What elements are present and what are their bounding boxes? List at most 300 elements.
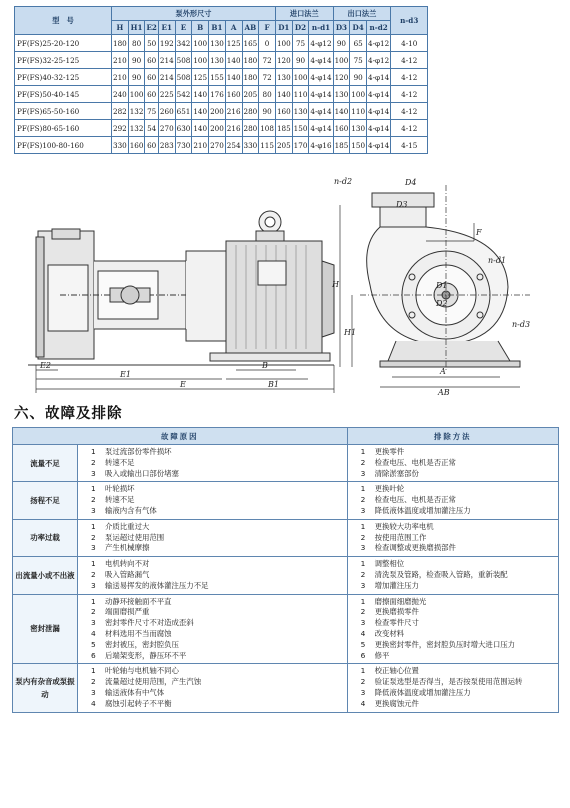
item-text: 改变材料 <box>374 628 405 638</box>
col-header: E <box>175 21 192 35</box>
model-cell: PF(FS)32-25-125 <box>15 52 112 69</box>
symptom-cell: 出流量小或不出液 <box>13 557 78 594</box>
value-cell: 90 <box>350 69 367 86</box>
value-cell: 110 <box>292 86 309 103</box>
value-cell: 180 <box>112 35 129 52</box>
value-cell: 4-φ14 <box>309 52 333 69</box>
value-cell: 4-φ14 <box>367 137 391 154</box>
list-item <box>351 677 555 688</box>
faults-table <box>12 427 559 713</box>
value-cell: 90 <box>128 52 145 69</box>
value-cell: 4-φ12 <box>367 52 391 69</box>
fault-row <box>13 482 559 519</box>
value-cell: 730 <box>175 137 192 154</box>
col-header: D2 <box>292 21 309 35</box>
label-d4: D4 <box>405 178 417 187</box>
item-text: 输液内含有气体 <box>105 505 157 515</box>
col-header: B1 <box>209 21 226 35</box>
label-e1: E1 <box>120 370 131 379</box>
value-cell: 140 <box>192 86 209 103</box>
list-item <box>81 570 344 581</box>
list-item <box>351 559 555 570</box>
item-number: 1 <box>360 596 366 606</box>
label-nd3: n-d3 <box>512 320 531 329</box>
value-cell: 205 <box>275 137 292 154</box>
causes-cell <box>78 557 348 594</box>
list-item <box>351 570 555 581</box>
item-text: 端面磨损严重 <box>105 607 150 617</box>
item-number: 5 <box>91 639 96 649</box>
value-cell: 280 <box>242 120 259 137</box>
table-row <box>15 69 428 86</box>
value-cell: 4-φ14 <box>367 103 391 120</box>
label-d2: D2 <box>436 299 448 308</box>
value-cell: 165 <box>242 35 259 52</box>
item-number: 2 <box>91 607 96 617</box>
value-cell: 214 <box>158 52 175 69</box>
col-header: A <box>225 21 242 35</box>
item-number: 1 <box>360 666 366 676</box>
value-cell: 125 <box>225 35 242 52</box>
label-e: E <box>180 380 186 389</box>
list-item <box>81 666 344 677</box>
label-h1: H1 <box>344 328 357 337</box>
value-cell: 108 <box>259 120 276 137</box>
item-number: 2 <box>91 569 96 579</box>
item-number: 3 <box>360 618 366 628</box>
list-item <box>351 469 555 480</box>
value-cell: 160 <box>128 137 145 154</box>
value-cell: 60 <box>145 69 158 86</box>
list-item <box>81 559 344 570</box>
item-number: 1 <box>360 484 366 494</box>
value-cell: 140 <box>333 103 350 120</box>
value-cell: 4-φ12 <box>367 35 391 52</box>
list-item <box>351 607 555 618</box>
list-item <box>81 458 344 469</box>
list-item <box>81 618 344 629</box>
label-f: F <box>476 228 482 237</box>
item-text: 检查电压、电机是否正常 <box>374 495 456 505</box>
item-number: 3 <box>360 505 366 515</box>
value-cell: 140 <box>192 120 209 137</box>
model-cell: PF(FS)25-20-120 <box>15 35 112 52</box>
value-cell: 180 <box>242 69 259 86</box>
value-cell: 100 <box>275 35 292 52</box>
item-number: 2 <box>360 532 366 542</box>
item-text: 转速不足 <box>105 457 135 467</box>
inlet-flange-header: 进口法兰 <box>275 7 333 21</box>
item-text: 按使用范围工作 <box>374 532 427 542</box>
item-text: 更换腐蚀元件 <box>374 698 419 708</box>
list-item <box>351 629 555 640</box>
col-header: D4 <box>350 21 367 35</box>
list-item <box>81 484 344 495</box>
value-cell: 180 <box>242 52 259 69</box>
value-cell: 330 <box>242 137 259 154</box>
model-cell: PF(FS)40-32-125 <box>15 69 112 86</box>
model-header: 型 号 <box>15 7 112 35</box>
label-ab: AB <box>438 388 450 397</box>
value-cell: 4-12 <box>391 103 428 120</box>
value-cell: 170 <box>292 137 309 154</box>
value-cell: 150 <box>350 137 367 154</box>
table-row <box>15 52 428 69</box>
item-text: 更换磨损零件 <box>374 607 419 617</box>
value-cell: 0 <box>259 35 276 52</box>
label-e2: E2 <box>40 361 51 370</box>
item-text: 动静环接触面不平直 <box>105 596 172 606</box>
value-cell: 60 <box>145 137 158 154</box>
item-text: 介质比重过大 <box>105 521 150 531</box>
list-item <box>81 533 344 544</box>
value-cell: 140 <box>275 86 292 103</box>
symptom-cell: 泵内有杂音或泵振动 <box>13 664 78 712</box>
value-cell: 542 <box>175 86 192 103</box>
value-cell: 132 <box>128 120 145 137</box>
item-number: 4 <box>360 698 366 708</box>
list-item <box>81 629 344 640</box>
col-header: AB <box>242 21 259 35</box>
value-cell: 4-15 <box>391 137 428 154</box>
value-cell: 80 <box>259 86 276 103</box>
value-cell: 225 <box>158 86 175 103</box>
list-item <box>81 469 344 480</box>
model-cell: PF(FS)65-50-160 <box>15 103 112 120</box>
list-item <box>81 506 344 517</box>
list-item <box>351 458 555 469</box>
item-number: 2 <box>360 457 366 467</box>
value-cell: 210 <box>112 52 129 69</box>
col-header: n-d2 <box>367 21 391 35</box>
item-number: 2 <box>91 677 96 687</box>
item-text: 流量超过使用范围，产生汽蚀 <box>105 677 202 687</box>
label-a: A <box>440 367 446 376</box>
value-cell: 508 <box>175 52 192 69</box>
list-item <box>81 495 344 506</box>
col-header: H1 <box>128 21 145 35</box>
list-item <box>351 533 555 544</box>
label-d3: D3 <box>396 200 408 209</box>
value-cell: 214 <box>158 69 175 86</box>
item-text: 泵运超过使用范围 <box>105 532 165 542</box>
list-item <box>81 688 344 699</box>
value-cell: 100 <box>350 86 367 103</box>
item-text: 密封被压，密封腔负压 <box>105 639 179 649</box>
value-cell: 292 <box>112 120 129 137</box>
value-cell: 282 <box>112 103 129 120</box>
value-cell: 254 <box>225 137 242 154</box>
item-number: 3 <box>91 687 96 697</box>
item-number: 3 <box>360 543 366 553</box>
front-view-drawing <box>340 185 530 387</box>
value-cell: 54 <box>145 120 158 137</box>
item-text: 清除淤塞部份 <box>374 468 419 478</box>
item-text: 更换密封零件，密封腔负压时增大进口压力 <box>374 639 515 649</box>
value-cell: 4-12 <box>391 120 428 137</box>
item-text: 输送液体有中气体 <box>105 687 165 697</box>
item-text: 磨擦面细磨抛光 <box>374 596 427 606</box>
value-cell: 50 <box>145 35 158 52</box>
value-cell: 90 <box>259 103 276 120</box>
list-item <box>351 522 555 533</box>
value-cell: 185 <box>275 120 292 137</box>
item-text: 检查电压、电机是否正常 <box>374 457 456 467</box>
item-number: 1 <box>360 447 366 456</box>
item-number: 1 <box>91 559 96 569</box>
list-item <box>351 688 555 699</box>
item-text: 清洗泵及管路，检查吸入管路，重新装配 <box>374 569 508 579</box>
value-cell: 4-φ14 <box>309 120 333 137</box>
col-header: H <box>112 21 129 35</box>
table-row <box>15 103 428 120</box>
causes-cell <box>78 664 348 712</box>
item-text: 吸入管路漏气 <box>105 569 150 579</box>
symptom-cell: 密封泄漏 <box>13 594 78 664</box>
item-number: 1 <box>91 447 96 456</box>
value-cell: 130 <box>350 120 367 137</box>
value-cell: 4-φ14 <box>367 86 391 103</box>
fault-row <box>13 519 559 556</box>
item-text: 降低液体温度或增加灌注压力 <box>374 505 471 515</box>
col-header: E1 <box>158 21 175 35</box>
label-h: H <box>332 280 339 289</box>
col-header: n-d1 <box>309 21 333 35</box>
fixes-cell <box>347 594 558 664</box>
value-cell: 150 <box>292 120 309 137</box>
outlet-flange-header: 出口法兰 <box>333 7 391 21</box>
model-cell: PF(FS)50-40-145 <box>15 86 112 103</box>
list-item <box>351 506 555 517</box>
value-cell: 160 <box>225 86 242 103</box>
value-cell: 75 <box>350 52 367 69</box>
list-item <box>351 447 555 458</box>
fixes-cell <box>347 664 558 712</box>
value-cell: 130 <box>333 86 350 103</box>
item-number: 2 <box>91 457 96 467</box>
value-cell: 75 <box>292 35 309 52</box>
col-header: D1 <box>275 21 292 35</box>
value-cell: 4-φ14 <box>309 86 333 103</box>
table-row <box>15 137 428 154</box>
item-text: 材料选用不当而腐蚀 <box>105 628 172 638</box>
item-number: 6 <box>360 650 366 660</box>
value-cell: 260 <box>158 103 175 120</box>
cause-header: 故障原因 <box>13 428 348 445</box>
value-cell: 125 <box>192 69 209 86</box>
label-d1: D1 <box>436 281 448 290</box>
list-item <box>351 651 555 662</box>
item-text: 更换较大功率电机 <box>374 521 434 531</box>
symptom-cell: 流量不足 <box>13 445 78 482</box>
label-nd2: n-d2 <box>334 177 353 186</box>
item-text: 修平 <box>374 650 390 660</box>
item-text: 更换叶轮 <box>374 484 405 494</box>
value-cell: 330 <box>112 137 129 154</box>
fault-row <box>13 445 559 482</box>
value-cell: 140 <box>225 69 242 86</box>
item-number: 1 <box>91 521 96 531</box>
fix-header: 排除方法 <box>347 428 558 445</box>
value-cell: 4-φ14 <box>367 69 391 86</box>
item-number: 4 <box>91 698 96 708</box>
item-number: 3 <box>360 468 366 478</box>
value-cell: 216 <box>225 103 242 120</box>
item-number: 2 <box>360 607 366 617</box>
value-cell: 110 <box>350 103 367 120</box>
value-cell: 130 <box>292 103 309 120</box>
list-item <box>351 666 555 677</box>
label-b: B <box>262 361 268 370</box>
item-text: 泵过流部份零件损坏 <box>105 447 172 456</box>
item-number: 2 <box>360 495 366 505</box>
item-text: 后端架变形，静压环不平 <box>105 650 187 660</box>
list-item <box>351 597 555 608</box>
item-text: 检查零件尺寸 <box>374 618 419 628</box>
item-text: 叶轮损坏 <box>105 484 135 494</box>
list-item <box>351 581 555 592</box>
value-cell: 72 <box>259 52 276 69</box>
item-number: 3 <box>360 580 366 590</box>
item-text: 转速不足 <box>105 495 135 505</box>
value-cell: 120 <box>275 52 292 69</box>
list-item <box>81 677 344 688</box>
value-cell: 192 <box>158 35 175 52</box>
label-nd1: n-d1 <box>488 256 507 265</box>
value-cell: 4-φ16 <box>309 137 333 154</box>
value-cell: 185 <box>333 137 350 154</box>
fixes-cell <box>347 519 558 556</box>
fault-row <box>13 557 559 594</box>
value-cell: 100 <box>292 69 309 86</box>
item-text: 电机转向不对 <box>105 559 150 569</box>
causes-cell <box>78 519 348 556</box>
value-cell: 120 <box>333 69 350 86</box>
list-item <box>81 651 344 662</box>
item-text: 验证泵选型是否得当，是否按泵使用范围运转 <box>374 677 523 687</box>
value-cell: 205 <box>242 86 259 103</box>
item-number: 1 <box>91 666 96 676</box>
causes-cell <box>78 482 348 519</box>
value-cell: 60 <box>145 52 158 69</box>
list-item <box>351 543 555 554</box>
value-cell: 4-φ14 <box>309 103 333 120</box>
item-text: 增加灌注压力 <box>374 580 419 590</box>
item-number: 1 <box>91 596 96 606</box>
value-cell: 100 <box>128 86 145 103</box>
item-number: 5 <box>360 639 366 649</box>
value-cell: 115 <box>259 137 276 154</box>
list-item <box>351 495 555 506</box>
model-cell: PF(FS)80-65-160 <box>15 120 112 137</box>
value-cell: 100 <box>192 35 209 52</box>
item-number: 3 <box>91 505 96 515</box>
side-view-drawing <box>28 211 334 393</box>
item-text: 输送易挥发的液体灌注压力不足 <box>105 580 209 590</box>
value-cell: 80 <box>128 35 145 52</box>
item-text: 调整相位 <box>374 559 405 569</box>
list-item <box>81 699 344 710</box>
value-cell: 4-12 <box>391 86 428 103</box>
value-cell: 60 <box>145 86 158 103</box>
value-cell: 4-10 <box>391 35 428 52</box>
item-number: 4 <box>91 628 96 638</box>
list-item <box>81 640 344 651</box>
list-item <box>351 699 555 710</box>
item-number: 4 <box>360 628 366 638</box>
item-number: 6 <box>91 650 96 660</box>
causes-cell <box>78 594 348 664</box>
item-number: 2 <box>91 532 96 542</box>
symptom-cell: 功率过载 <box>13 519 78 556</box>
table-row <box>15 86 428 103</box>
symptom-cell: 扬程不足 <box>13 482 78 519</box>
item-text: 密封零件尺寸不对造成歪斜 <box>105 618 194 628</box>
list-item <box>81 543 344 554</box>
col-header: E2 <box>145 21 158 35</box>
item-text: 产生机械摩擦 <box>105 543 150 553</box>
value-cell: 130 <box>209 35 226 52</box>
value-cell: 200 <box>209 103 226 120</box>
item-number: 1 <box>91 484 96 494</box>
value-cell: 130 <box>275 69 292 86</box>
list-item <box>81 447 344 458</box>
item-number: 2 <box>91 495 96 505</box>
causes-cell <box>78 445 348 482</box>
list-item <box>351 618 555 629</box>
section-title: 六、故障及排除 <box>14 406 123 422</box>
fault-row <box>13 594 559 664</box>
item-text: 检查调整或更换磨损部件 <box>374 543 456 553</box>
value-cell: 4-φ14 <box>367 120 391 137</box>
value-cell: 270 <box>209 137 226 154</box>
list-item <box>81 522 344 533</box>
fixes-cell <box>347 482 558 519</box>
fixes-cell <box>347 557 558 594</box>
item-text: 更换零件 <box>374 447 405 456</box>
item-number: 1 <box>360 559 366 569</box>
value-cell: 210 <box>112 69 129 86</box>
value-cell: 100 <box>333 52 350 69</box>
value-cell: 280 <box>242 103 259 120</box>
dimensions-table <box>14 6 428 154</box>
value-cell: 160 <box>275 103 292 120</box>
col-header: B <box>192 21 209 35</box>
item-number: 3 <box>91 580 96 590</box>
list-item <box>351 640 555 651</box>
value-cell: 75 <box>145 103 158 120</box>
list-item <box>81 607 344 618</box>
outer-dims-header: 泵外形尺寸 <box>112 7 276 21</box>
value-cell: 216 <box>225 120 242 137</box>
table-row <box>15 120 428 137</box>
item-text: 吸入或输出口部份堵塞 <box>105 468 179 478</box>
value-cell: 283 <box>158 137 175 154</box>
pump-drawings <box>0 165 570 397</box>
value-cell: 270 <box>158 120 175 137</box>
value-cell: 132 <box>128 103 145 120</box>
list-item <box>81 581 344 592</box>
value-cell: 342 <box>175 35 192 52</box>
value-cell: 90 <box>128 69 145 86</box>
value-cell: 100 <box>192 52 209 69</box>
item-number: 2 <box>360 569 366 579</box>
item-number: 3 <box>91 468 96 478</box>
value-cell: 4-12 <box>391 52 428 69</box>
value-cell: 155 <box>209 69 226 86</box>
item-text: 降低液体温度或增加灌注压力 <box>374 687 471 697</box>
col-header: F <box>259 21 276 35</box>
